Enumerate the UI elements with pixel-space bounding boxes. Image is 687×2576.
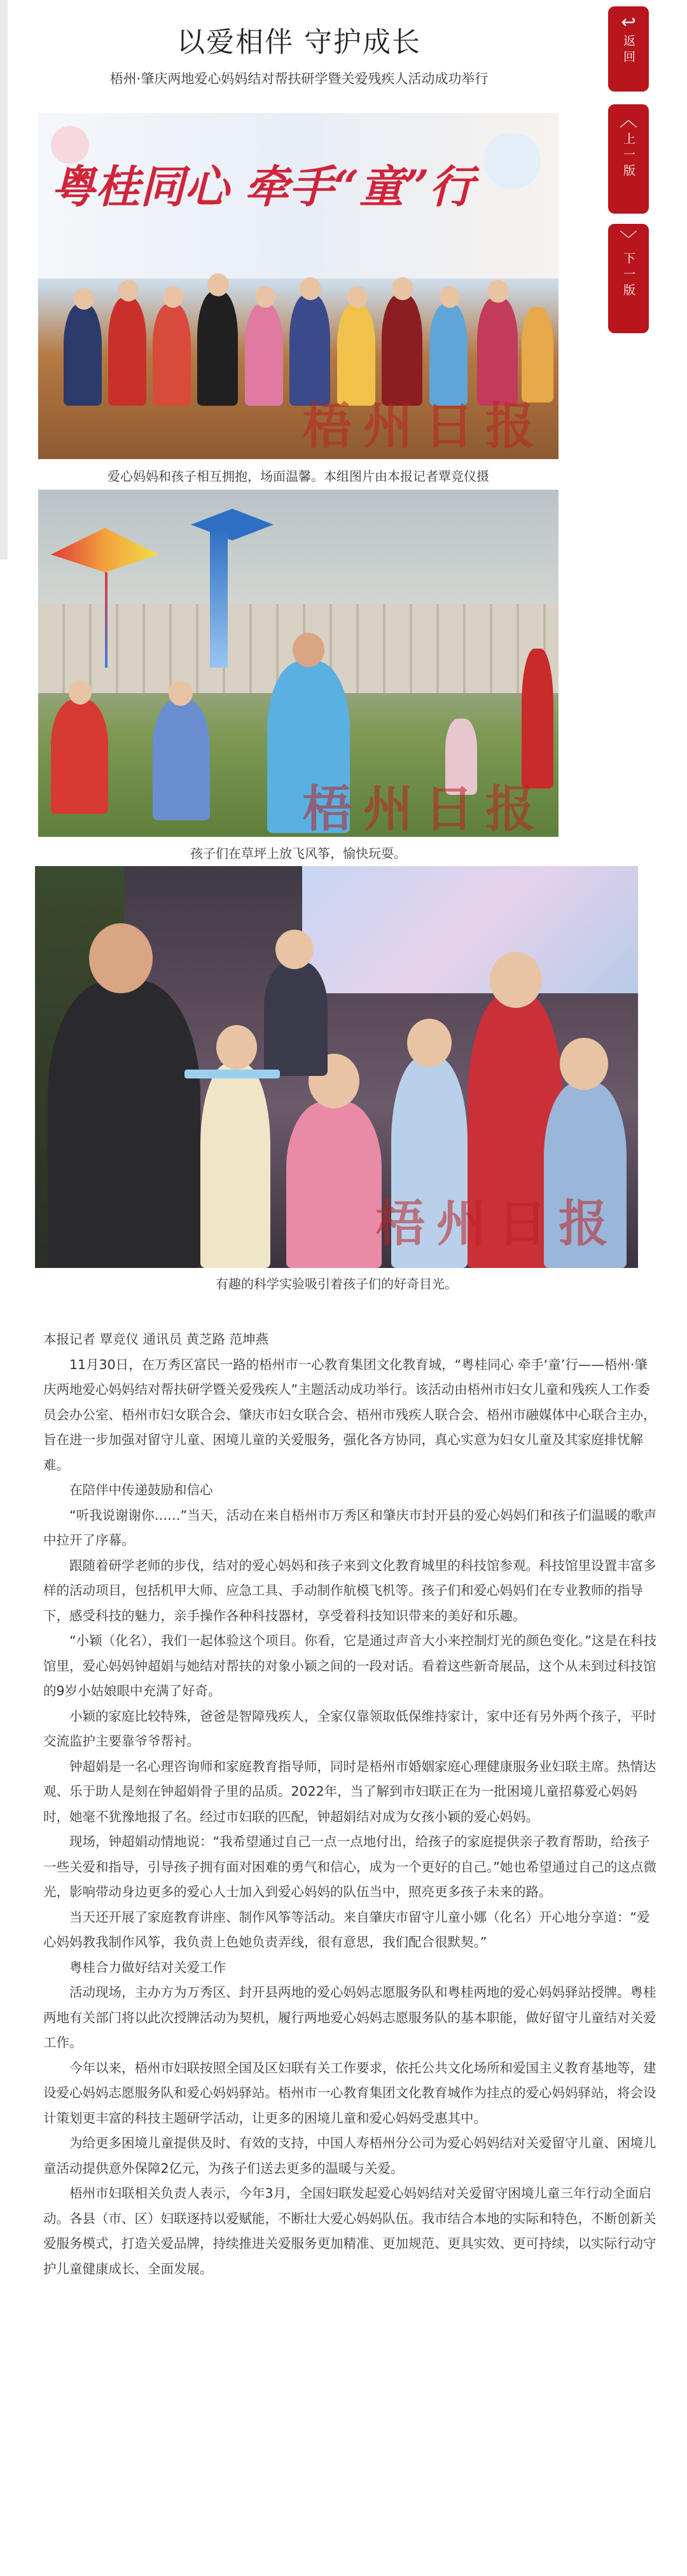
next-page-button[interactable]: [608, 224, 649, 333]
left-edge-strip: [0, 0, 8, 560]
article-title: 以爱相伴 守护成长: [177, 26, 421, 59]
paragraph: 梧州市妇联相关负责人表示，今年3月，全国妇联发起爱心妈妈结对关爱留守困境儿童三年行动全面启动。各县（市、区）妇联逐持以爱赋能，不断壮大爱心妈妈队伍。我市结合本地的实际和特色，不断创新关爱服务模式，打造关爱品牌，持续推进关爱服务更加精准、更加规范、更具实效、更可持续，以实际行动守护儿童健康成长、全面发展。: [43, 2186, 656, 2276]
section-heading: 粤桂合力做好结对关爱工作: [69, 1959, 226, 1975]
photo-kites-lawn: [38, 490, 559, 837]
paragraph: 活动现场，主办方为万秀区、封开县两地的爱心妈妈志愿服务队和粤桂两地的爱心妈妈驿站授牌。粤桂两地有关部门将以此次授牌活动为契机，履行两地爱心妈妈志愿服务队的基本职能，做好留守儿童结对关爱工作。: [43, 1985, 656, 2050]
return-icon: ↩: [621, 11, 636, 32]
newspaper-watermark: 梧州日报: [375, 1195, 620, 1253]
paragraph: 小颖的家庭比较特殊，爸爸是智障残疾人，全家仅靠领取低保维持家计，家中还有另外两个孩子，平时交流监护主要靠爷爷帮衬。: [43, 1708, 656, 1749]
prev-page-label: 上一版: [621, 132, 635, 180]
newspaper-watermark: 梧州日报: [302, 397, 547, 455]
byline: 本报记者 覃竞仪 通讯员 黄芝路 范坤燕: [43, 1332, 269, 1347]
article-subtitle: 梧州·肇庆两地爱心妈妈结对帮扶研学暨关爱残疾人活动成功举行: [109, 71, 489, 86]
photo-group-hug: [38, 113, 559, 459]
photo-science-experiment: [35, 866, 638, 1268]
paragraph: 今年以来，梧州市妇联按照全国及区妇联有关工作要求，依托公共文化场所和爱国主义教育基地等，建设爱心妈妈志愿服务队和爱心妈妈驿站。梧州市一心教育集团文化教育城作为挂点的爱心妈妈驿站，将会设计策划更丰富的科技主题研学活动，让更多的困境儿童和爱心妈妈受惠其中。: [43, 2060, 656, 2126]
chevron-up-icon: ︿: [619, 109, 637, 130]
paragraph: 钟超娟是一名心理咨询师和家庭教育指导师，同时是梧州市婚姻家庭心理健康服务业妇联主席。热情达观、乐于助人是刻在钟超娟骨子里的品质。2022年，当了解到市妇联正在为一批困境儿童招募爱心妈妈时，她毫不犹豫地报了名。经过市妇联的匹配，钟超娟结对成为女孩小颖的爱心妈妈。: [43, 1758, 656, 1824]
next-page-label: 下一版: [621, 252, 635, 300]
photo-caption: 有趣的科学实验吸引着孩子们的好奇目光。: [216, 1276, 457, 1291]
event-banner-text: 粤桂同心 牵手“童”行: [51, 160, 474, 213]
back-button[interactable]: [608, 6, 649, 92]
paragraph: 现场，钟超娟动情地说：“我希望通过自己一点一点地付出，给孩子的家庭提供亲子教育帮助，给孩子一些关爱和指导，引导孩子拥有面对困难的勇气和信心，成为一个更好的自己。”她也希望通过自己的这点微光，影响带动身边更多的爱心人士加入到爱心妈妈的队伍当中，照亮更多孩子未来的路。: [43, 1834, 656, 1899]
paragraph: “听我说谢谢你……”当天，活动在来自梧州市万秀区和肇庆市封开县的爱心妈妈们和孩子们温暖的歌声中拉开了序幕。: [43, 1507, 657, 1548]
paragraph: 11月30日，在万秀区富民一路的梧州市一心教育集团文化教育城，“粤桂同心 牵手‘童’行——梧州·肇庆两地爱心妈妈结对帮扶研学暨关爱残疾人”主题活动成功举行。该活动由梧州市妇女儿童和残疾人工作委员会办公室、梧州市妇女联合会、肇庆市妇女联合会、梧州市残疾人联合会、梧州市融媒体中心联合主办，旨在进一步加强对留守儿童、困境儿童的关爱服务，强化各方协同，真心实意为妇女儿童及其家庭排忧解难。: [43, 1356, 656, 1473]
prev-page-button[interactable]: [608, 104, 649, 214]
article-body: [43, 1327, 659, 2282]
paragraph: 当天还开展了家庭教育讲座、制作风筝等活动。来自肇庆市留守儿童小娜（化名）开心地分享道：“爱心妈妈教我制作风筝，我负责上色她负责弄线，很有意思，我们配合很默契。”: [43, 1909, 650, 1950]
photo-caption: 孩子们在草坪上放飞风筝，愉快玩耍。: [190, 846, 406, 861]
paragraph: 为给更多困境儿童提供及时、有效的支持，中国人寿梧州分公司为爱心妈妈结对关爱留守儿童、困境儿童活动提供意外保障2亿元，为孩子们送去更多的温暖与关爱。: [43, 2135, 656, 2176]
paragraph: 跟随着研学老师的步伐，结对的爱心妈妈和孩子来到文化教育城里的科技馆参观。科技馆里设置丰富多样的活动项目，包括机甲大师、应急工具、手动制作航模飞机等。孩子们和爱心妈妈们在专业教师的指导下，感受科技的魅力，亲手操作各种科技器材，享受着科技知识带来的美好和乐趣。: [43, 1557, 656, 1623]
newspaper-watermark: 梧州日报: [302, 780, 547, 837]
photo-caption: 爱心妈妈和孩子相互拥抱，场面温馨。本组图片由本报记者覃竞仪摄: [108, 469, 489, 484]
paragraph: “小颖（化名），我们一起体验这个项目。你看，它是通过声音大小来控制灯光的颜色变化。”这是在科技馆里，爱心妈妈钟超娟与她结对帮扶的对象小颖之间的一段对话。看着这些新奇展品，这个从未到过科技馆的9岁小姑娘眼中充满了好奇。: [43, 1633, 657, 1698]
section-heading: 在陪伴中传递鼓励和信心: [69, 1482, 213, 1498]
back-label: 返回: [621, 34, 635, 66]
chevron-down-icon: ﹀: [619, 229, 637, 250]
